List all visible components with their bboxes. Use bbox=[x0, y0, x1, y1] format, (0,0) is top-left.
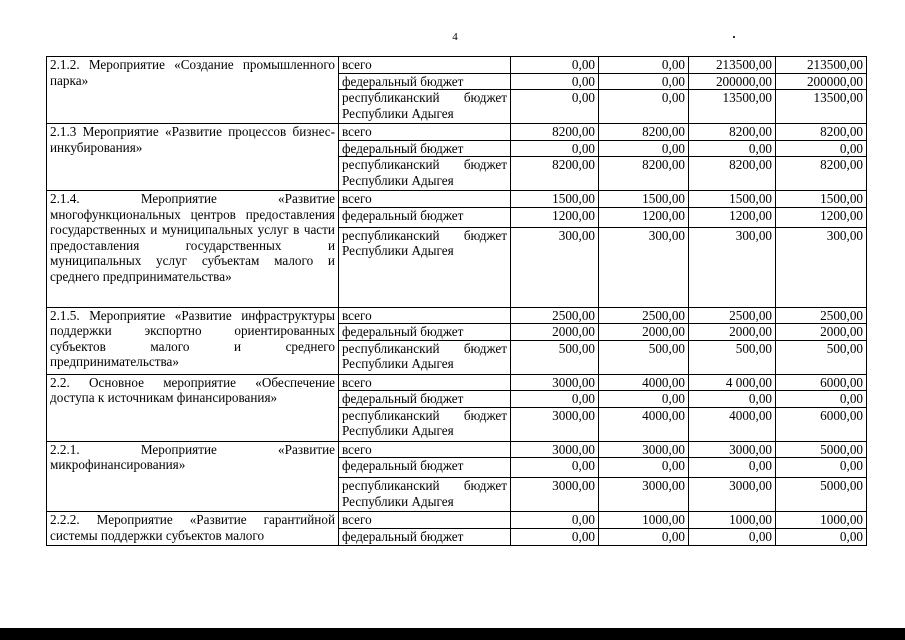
amount-cell: 3000,00 bbox=[689, 441, 776, 458]
funding-source-cell: республиканский бюджет Республики Адыгея bbox=[339, 407, 511, 441]
amount-cell: 4 000,00 bbox=[689, 374, 776, 391]
amount-cell: 213500,00 bbox=[776, 57, 867, 74]
amount-cell: 300,00 bbox=[689, 227, 776, 307]
funding-source-cell: федеральный бюджет bbox=[339, 391, 511, 408]
amount-cell: 0,00 bbox=[776, 458, 867, 478]
amount-cell: 1000,00 bbox=[599, 512, 689, 529]
budget-table bbox=[46, 56, 867, 546]
scan-bottom-edge bbox=[0, 628, 905, 640]
amount-cell: 2000,00 bbox=[689, 324, 776, 341]
funding-source-cell: всего bbox=[339, 307, 511, 324]
amount-cell: 2000,00 bbox=[599, 324, 689, 341]
amount-cell: 5000,00 bbox=[776, 478, 867, 512]
amount-cell: 3000,00 bbox=[511, 374, 599, 391]
activity-cell: 2.2.2. Мероприятие «Развитие гарантийной системы поддержки субъектов малого bbox=[47, 512, 339, 546]
amount-cell: 8200,00 bbox=[599, 124, 689, 141]
amount-cell: 1500,00 bbox=[689, 191, 776, 208]
amount-cell: 4000,00 bbox=[599, 407, 689, 441]
activity-cell: 2.2.1. Мероприятие «Развитие микрофинансирования» bbox=[47, 441, 339, 512]
funding-source-cell: республиканский бюджет Республики Адыгея bbox=[339, 90, 511, 124]
activity-cell: 2.1.3 Мероприятие «Развитие процессов бизнес-инкубирования» bbox=[47, 124, 339, 191]
amount-cell: 3000,00 bbox=[511, 407, 599, 441]
amount-cell: 500,00 bbox=[599, 340, 689, 374]
amount-cell: 0,00 bbox=[599, 458, 689, 478]
amount-cell: 4000,00 bbox=[599, 374, 689, 391]
amount-cell: 300,00 bbox=[776, 227, 867, 307]
amount-cell: 2500,00 bbox=[599, 307, 689, 324]
amount-cell: 500,00 bbox=[689, 340, 776, 374]
activity-cell: 2.2. Основное мероприятие «Обеспечение доступа к источникам финансирования» bbox=[47, 374, 339, 441]
amount-cell: 0,00 bbox=[511, 391, 599, 408]
amount-cell: 1000,00 bbox=[689, 512, 776, 529]
funding-source-cell: федеральный бюджет bbox=[339, 324, 511, 341]
funding-source-cell: республиканский бюджет Республики Адыгея bbox=[339, 227, 511, 307]
amount-cell: 0,00 bbox=[599, 73, 689, 90]
amount-cell: 8200,00 bbox=[511, 157, 599, 191]
activity-cell: 2.1.5. Мероприятие «Развитие инфраструктуры поддержки экспортно ориентированных субъектов малого и среднего предпринимательства» bbox=[47, 307, 339, 374]
amount-cell: 1200,00 bbox=[599, 207, 689, 227]
amount-cell: 2500,00 bbox=[689, 307, 776, 324]
amount-cell: 8200,00 bbox=[599, 157, 689, 191]
amount-cell: 0,00 bbox=[511, 57, 599, 74]
amount-cell: 200000,00 bbox=[776, 73, 867, 90]
amount-cell: 0,00 bbox=[689, 528, 776, 545]
funding-source-cell: федеральный бюджет bbox=[339, 458, 511, 478]
amount-cell: 1200,00 bbox=[776, 207, 867, 227]
amount-cell: 500,00 bbox=[511, 340, 599, 374]
amount-cell: 0,00 bbox=[689, 391, 776, 408]
funding-source-cell: федеральный бюджет bbox=[339, 207, 511, 227]
amount-cell: 1200,00 bbox=[689, 207, 776, 227]
amount-cell: 6000,00 bbox=[776, 374, 867, 391]
amount-cell: 2000,00 bbox=[776, 324, 867, 341]
amount-cell: 1200,00 bbox=[511, 207, 599, 227]
funding-source-cell: республиканский бюджет Республики Адыгея bbox=[339, 478, 511, 512]
amount-cell: 0,00 bbox=[599, 57, 689, 74]
amount-cell: 2500,00 bbox=[776, 307, 867, 324]
amount-cell: 1500,00 bbox=[776, 191, 867, 208]
amount-cell: 8200,00 bbox=[776, 124, 867, 141]
amount-cell: 8200,00 bbox=[689, 124, 776, 141]
funding-source-cell: республиканский бюджет Республики Адыгея bbox=[339, 340, 511, 374]
activity-cell: 2.1.4. Мероприятие «Развитие многофункциональных центров предоставления государственных и муниципальных услуг в части предоставления государственных и муниципальных услуг субъектам малого и среднего предпринимательства» bbox=[47, 191, 339, 308]
table-row bbox=[47, 307, 867, 324]
table-row bbox=[47, 57, 867, 74]
amount-cell: 13500,00 bbox=[689, 90, 776, 124]
amount-cell: 4000,00 bbox=[689, 407, 776, 441]
amount-cell: 8200,00 bbox=[511, 124, 599, 141]
scan-speck bbox=[733, 36, 735, 38]
amount-cell: 0,00 bbox=[776, 391, 867, 408]
amount-cell: 1500,00 bbox=[511, 191, 599, 208]
amount-cell: 13500,00 bbox=[776, 90, 867, 124]
table-row bbox=[47, 374, 867, 391]
amount-cell: 300,00 bbox=[599, 227, 689, 307]
funding-source-cell: федеральный бюджет bbox=[339, 528, 511, 545]
funding-source-cell: федеральный бюджет bbox=[339, 73, 511, 90]
amount-cell: 0,00 bbox=[511, 458, 599, 478]
amount-cell: 3000,00 bbox=[599, 441, 689, 458]
table-row bbox=[47, 191, 867, 208]
amount-cell: 0,00 bbox=[599, 140, 689, 157]
page-number: 4 bbox=[452, 31, 458, 43]
amount-cell: 200000,00 bbox=[689, 73, 776, 90]
amount-cell: 0,00 bbox=[511, 73, 599, 90]
amount-cell: 0,00 bbox=[511, 512, 599, 529]
amount-cell: 2500,00 bbox=[511, 307, 599, 324]
amount-cell: 0,00 bbox=[776, 140, 867, 157]
amount-cell: 3000,00 bbox=[511, 441, 599, 458]
amount-cell: 500,00 bbox=[776, 340, 867, 374]
table-row bbox=[47, 512, 867, 529]
activity-cell: 2.1.2. Мероприятие «Создание промышленного парка» bbox=[47, 57, 339, 124]
amount-cell: 8200,00 bbox=[776, 157, 867, 191]
funding-source-cell: всего bbox=[339, 441, 511, 458]
funding-source-cell: федеральный бюджет bbox=[339, 140, 511, 157]
amount-cell: 0,00 bbox=[511, 528, 599, 545]
amount-cell: 2000,00 bbox=[511, 324, 599, 341]
amount-cell: 3000,00 bbox=[511, 478, 599, 512]
funding-source-cell: всего bbox=[339, 124, 511, 141]
funding-source-cell: республиканский бюджет Республики Адыгея bbox=[339, 157, 511, 191]
amount-cell: 0,00 bbox=[511, 90, 599, 124]
amount-cell: 0,00 bbox=[689, 140, 776, 157]
funding-source-cell: всего bbox=[339, 374, 511, 391]
amount-cell: 0,00 bbox=[599, 528, 689, 545]
amount-cell: 0,00 bbox=[776, 528, 867, 545]
table-row bbox=[47, 124, 867, 141]
amount-cell: 1000,00 bbox=[776, 512, 867, 529]
amount-cell: 0,00 bbox=[511, 140, 599, 157]
amount-cell: 6000,00 bbox=[776, 407, 867, 441]
funding-source-cell: всего bbox=[339, 191, 511, 208]
amount-cell: 0,00 bbox=[599, 90, 689, 124]
amount-cell: 3000,00 bbox=[599, 478, 689, 512]
table-row bbox=[47, 441, 867, 458]
amount-cell: 300,00 bbox=[511, 227, 599, 307]
funding-source-cell: всего bbox=[339, 57, 511, 74]
amount-cell: 8200,00 bbox=[689, 157, 776, 191]
amount-cell: 213500,00 bbox=[689, 57, 776, 74]
amount-cell: 1500,00 bbox=[599, 191, 689, 208]
amount-cell: 3000,00 bbox=[689, 478, 776, 512]
budget-table-body bbox=[47, 57, 867, 546]
funding-source-cell: всего bbox=[339, 512, 511, 529]
amount-cell: 5000,00 bbox=[776, 441, 867, 458]
amount-cell: 0,00 bbox=[599, 391, 689, 408]
amount-cell: 0,00 bbox=[689, 458, 776, 478]
